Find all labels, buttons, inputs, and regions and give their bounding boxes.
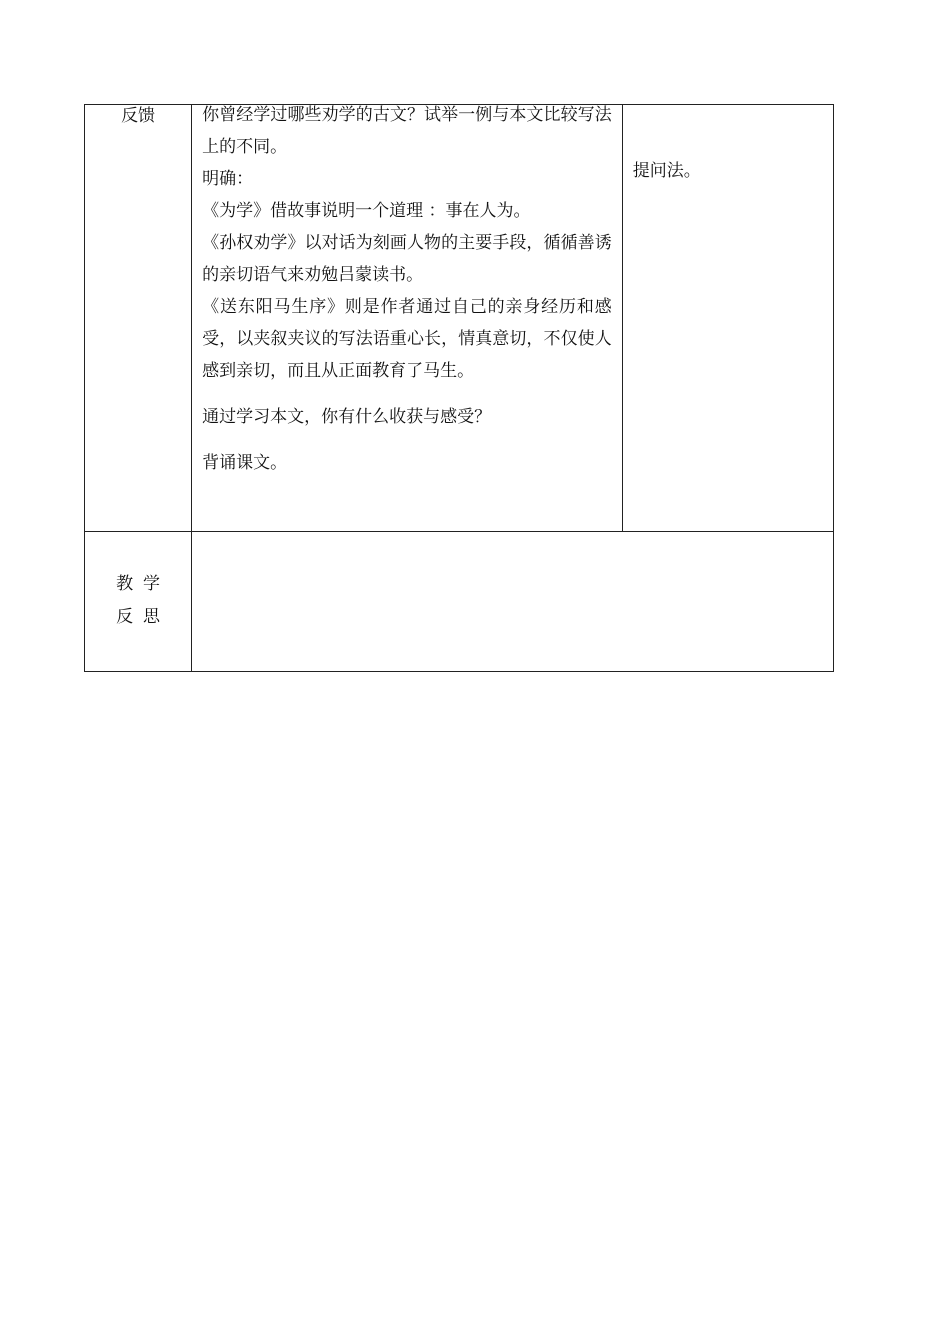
sunquan-item: 《孙权劝学》以对话为刻画人物的主要手段，循循善诱的亲切语气来劝勉吕蒙读书。	[202, 233, 612, 285]
reflection-content-cell	[192, 532, 834, 672]
clarify-label: 明确：	[202, 169, 254, 189]
reflection-label-cell	[85, 532, 192, 672]
songdongyang-item: 《送东阳马生序》则是作者通过自己的亲身经历和感受，以夹叙夹议的写法语重心长，情真意切，不仅使人感到亲切，而且从正面教育了马生。	[202, 297, 612, 381]
comparison-question: 你曾经学过哪些劝学的古文？试举一例与本文比较写法上的不同。	[202, 105, 612, 157]
recite-task: 背诵课文。	[202, 453, 288, 473]
reflection-label-line2: 反思	[116, 607, 171, 627]
reflection-row	[85, 532, 834, 672]
feedback-row	[85, 105, 834, 532]
feedback-label-cell	[85, 105, 192, 532]
method-cell	[622, 105, 833, 532]
method-text: 提问法。	[632, 161, 701, 181]
lesson-plan-table	[84, 104, 834, 672]
reflection-question: 通过学习本文，你有什么收获与感受？	[202, 407, 492, 427]
feedback-label: 反馈	[121, 106, 156, 126]
reflection-label-line1: 教学	[116, 574, 171, 594]
weixue-item: 《为学》借故事说明一个道理 ：事在人为。	[202, 201, 531, 221]
feedback-content-cell	[192, 105, 623, 532]
